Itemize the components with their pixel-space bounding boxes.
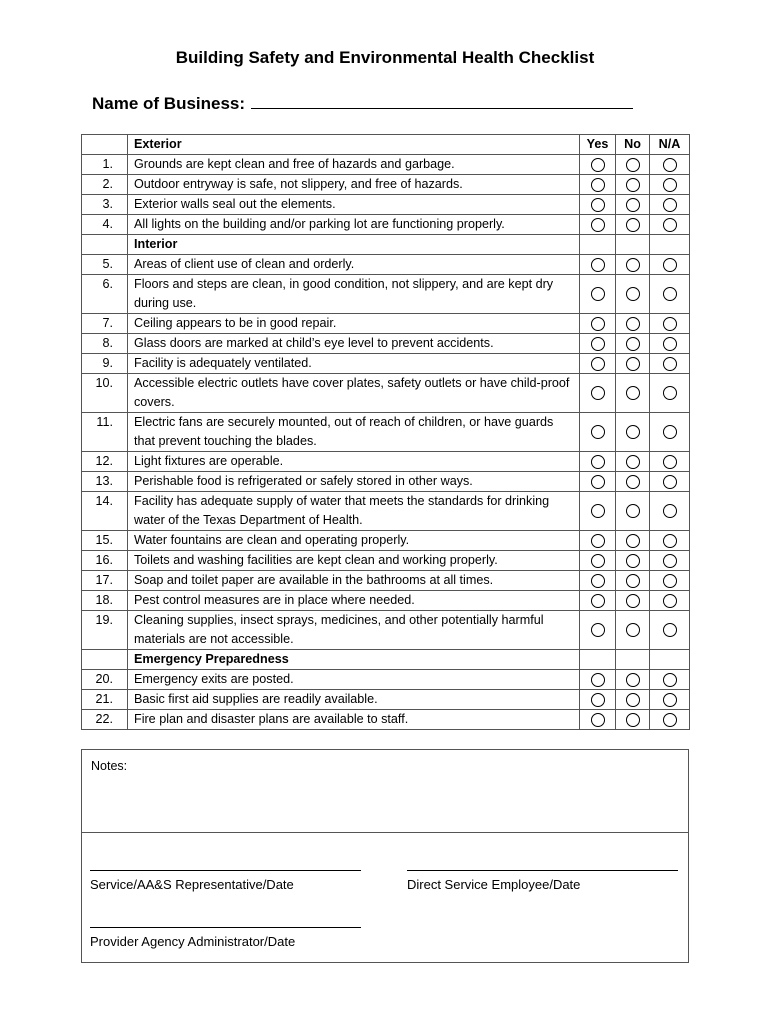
option-cell-no — [616, 354, 650, 374]
option-cell-na — [650, 413, 690, 452]
radio-yes[interactable] — [591, 425, 605, 439]
business-name-field — [92, 91, 633, 114]
signature-label-admin: Provider Agency Administrator/Date — [90, 934, 296, 949]
option-cell-na — [650, 374, 690, 413]
option-cell-yes — [580, 275, 616, 314]
radio-no[interactable] — [626, 158, 640, 172]
radio-yes[interactable] — [591, 594, 605, 608]
option-cell-no — [616, 571, 650, 591]
checklist-row — [82, 452, 690, 472]
item-number: 9. — [82, 354, 128, 374]
option-cell-yes — [580, 175, 616, 195]
option-cell-yes — [580, 492, 616, 531]
checklist-row — [82, 215, 690, 235]
option-cell-na — [650, 334, 690, 354]
radio-no[interactable] — [626, 574, 640, 588]
item-text: Basic first aid supplies are readily available. — [128, 690, 580, 710]
radio-no[interactable] — [626, 554, 640, 568]
notes-divider — [82, 832, 688, 833]
item-number: 17. — [82, 571, 128, 591]
signature-admin — [90, 927, 361, 949]
option-cell-na — [650, 275, 690, 314]
option-cell-na — [650, 255, 690, 275]
radio-na[interactable] — [663, 455, 677, 469]
radio-na[interactable] — [663, 178, 677, 192]
num-cell — [82, 650, 128, 670]
item-number: 19. — [82, 611, 128, 650]
radio-yes[interactable] — [591, 475, 605, 489]
radio-yes[interactable] — [591, 357, 605, 371]
radio-no[interactable] — [626, 178, 640, 192]
radio-na[interactable] — [663, 574, 677, 588]
section-heading: Emergency Preparedness — [128, 650, 580, 670]
radio-yes[interactable] — [591, 198, 605, 212]
section-header-row — [82, 650, 690, 670]
option-cell-na — [650, 531, 690, 551]
option-cell-no — [616, 611, 650, 650]
option-cell-no — [616, 155, 650, 175]
option-cell-no — [616, 175, 650, 195]
signature-label-employee: Direct Service Employee/Date — [407, 877, 581, 892]
item-number: 3. — [82, 195, 128, 215]
checklist-row — [82, 531, 690, 551]
radio-na[interactable] — [663, 534, 677, 548]
radio-no[interactable] — [626, 287, 640, 301]
radio-yes[interactable] — [591, 554, 605, 568]
checklist-row — [82, 195, 690, 215]
notes-label: Notes: — [91, 759, 128, 773]
option-cell-na — [650, 670, 690, 690]
section-header-row — [82, 135, 690, 155]
item-number: 8. — [82, 334, 128, 354]
option-cell-no — [616, 710, 650, 730]
option-cell-no — [616, 314, 650, 334]
radio-no[interactable] — [626, 425, 640, 439]
option-cell-no — [616, 413, 650, 452]
checklist-row — [82, 255, 690, 275]
radio-yes[interactable] — [591, 178, 605, 192]
option-cell-yes — [580, 334, 616, 354]
radio-no[interactable] — [626, 258, 640, 272]
option-cell-no — [616, 374, 650, 413]
radio-yes[interactable] — [591, 158, 605, 172]
radio-na[interactable] — [663, 673, 677, 687]
option-cell-no — [616, 551, 650, 571]
option-cell-yes — [580, 591, 616, 611]
radio-na[interactable] — [663, 158, 677, 172]
radio-na[interactable] — [663, 386, 677, 400]
option-cell-yes — [580, 710, 616, 730]
radio-na[interactable] — [663, 337, 677, 351]
radio-no[interactable] — [626, 386, 640, 400]
option-cell-na — [650, 690, 690, 710]
option-cell-na — [650, 452, 690, 472]
checklist-row — [82, 710, 690, 730]
radio-no[interactable] — [626, 475, 640, 489]
radio-no[interactable] — [626, 504, 640, 518]
item-text: Cleaning supplies, insect sprays, medicines, and other potentially harmful materials are not accessible. — [128, 611, 580, 650]
radio-yes[interactable] — [591, 386, 605, 400]
item-text: Electric fans are securely mounted, out of reach of children, or have guards that prevent touching the blades. — [128, 413, 580, 452]
signature-employee — [407, 870, 678, 892]
item-text: Fire plan and disaster plans are available to staff. — [128, 710, 580, 730]
section-header-row — [82, 235, 690, 255]
item-text: Glass doors are marked at child’s eye level to prevent accidents. — [128, 334, 580, 354]
radio-na[interactable] — [663, 287, 677, 301]
item-text: Pest control measures are in place where needed. — [128, 591, 580, 611]
signature-line-rep[interactable] — [90, 870, 361, 871]
option-cell-na — [650, 611, 690, 650]
item-text: All lights on the building and/or parking lot are functioning properly. — [128, 215, 580, 235]
option-cell-yes — [580, 551, 616, 571]
radio-no[interactable] — [626, 317, 640, 331]
radio-no[interactable] — [626, 673, 640, 687]
option-cell-no — [616, 195, 650, 215]
option-cell-na — [650, 215, 690, 235]
radio-yes[interactable] — [591, 455, 605, 469]
radio-yes[interactable] — [591, 317, 605, 331]
checklist-table — [81, 134, 690, 730]
radio-yes[interactable] — [591, 574, 605, 588]
option-cell-yes — [580, 571, 616, 591]
item-number: 11. — [82, 413, 128, 452]
column-header-no: No — [616, 135, 650, 155]
radio-no[interactable] — [626, 357, 640, 371]
radio-na[interactable] — [663, 258, 677, 272]
option-cell-yes — [580, 314, 616, 334]
item-text: Accessible electric outlets have cover plates, safety outlets or have child-proof covers. — [128, 374, 580, 413]
item-number: 10. — [82, 374, 128, 413]
option-cell-yes — [580, 690, 616, 710]
checklist-row — [82, 314, 690, 334]
checklist-row — [82, 472, 690, 492]
item-number: 21. — [82, 690, 128, 710]
item-number: 4. — [82, 215, 128, 235]
radio-no[interactable] — [626, 594, 640, 608]
checklist-row — [82, 492, 690, 531]
option-cell-na — [650, 155, 690, 175]
option-cell-no — [616, 215, 650, 235]
radio-na[interactable] — [663, 713, 677, 727]
option-cell-yes — [580, 413, 616, 452]
empty-cell — [580, 650, 616, 670]
section-heading: Exterior — [128, 135, 580, 155]
radio-na[interactable] — [663, 198, 677, 212]
option-cell-na — [650, 591, 690, 611]
item-text: Facility has adequate supply of water that meets the standards for drinking water of the Texas Department of Health. — [128, 492, 580, 531]
radio-na[interactable] — [663, 504, 677, 518]
checklist-row — [82, 175, 690, 195]
radio-yes[interactable] — [591, 693, 605, 707]
radio-yes[interactable] — [591, 623, 605, 637]
option-cell-na — [650, 314, 690, 334]
empty-cell — [650, 650, 690, 670]
checklist-row — [82, 374, 690, 413]
empty-cell — [616, 235, 650, 255]
radio-yes[interactable] — [591, 337, 605, 351]
option-cell-yes — [580, 472, 616, 492]
item-number: 5. — [82, 255, 128, 275]
radio-no[interactable] — [626, 218, 640, 232]
radio-no[interactable] — [626, 713, 640, 727]
item-text: Emergency exits are posted. — [128, 670, 580, 690]
radio-yes[interactable] — [591, 534, 605, 548]
item-number: 16. — [82, 551, 128, 571]
option-cell-na — [650, 175, 690, 195]
radio-na[interactable] — [663, 357, 677, 371]
empty-cell — [616, 650, 650, 670]
item-text: Soap and toilet paper are available in the bathrooms at all times. — [128, 571, 580, 591]
radio-na[interactable] — [663, 554, 677, 568]
option-cell-no — [616, 591, 650, 611]
business-name-label: Name of Business: — [92, 94, 246, 113]
signature-line-admin[interactable] — [90, 927, 361, 928]
option-cell-yes — [580, 452, 616, 472]
radio-no[interactable] — [626, 198, 640, 212]
item-number: 7. — [82, 314, 128, 334]
checklist-row — [82, 334, 690, 354]
radio-na[interactable] — [663, 475, 677, 489]
radio-yes[interactable] — [591, 673, 605, 687]
radio-no[interactable] — [626, 623, 640, 637]
option-cell-na — [650, 195, 690, 215]
option-cell-no — [616, 334, 650, 354]
option-cell-no — [616, 472, 650, 492]
radio-yes[interactable] — [591, 218, 605, 232]
option-cell-yes — [580, 215, 616, 235]
option-cell-yes — [580, 611, 616, 650]
radio-no[interactable] — [626, 455, 640, 469]
option-cell-na — [650, 571, 690, 591]
item-number: 2. — [82, 175, 128, 195]
item-text: Facility is adequately ventilated. — [128, 354, 580, 374]
column-header-yes: Yes — [580, 135, 616, 155]
checklist-row — [82, 275, 690, 314]
empty-cell — [650, 235, 690, 255]
section-heading: Interior — [128, 235, 580, 255]
item-text: Perishable food is refrigerated or safely stored in other ways. — [128, 472, 580, 492]
checklist-row — [82, 413, 690, 452]
option-cell-yes — [580, 195, 616, 215]
checklist-row — [82, 354, 690, 374]
checklist-row — [82, 690, 690, 710]
item-number: 13. — [82, 472, 128, 492]
option-cell-no — [616, 492, 650, 531]
option-cell-yes — [580, 255, 616, 275]
item-number: 14. — [82, 492, 128, 531]
radio-na[interactable] — [663, 594, 677, 608]
signature-line-employee[interactable] — [407, 870, 678, 871]
item-number: 18. — [82, 591, 128, 611]
radio-no[interactable] — [626, 693, 640, 707]
signature-label-rep: Service/AA&S Representative/Date — [90, 877, 294, 892]
radio-na[interactable] — [663, 425, 677, 439]
item-number: 20. — [82, 670, 128, 690]
num-cell — [82, 135, 128, 155]
item-text: Areas of client use of clean and orderly. — [128, 255, 580, 275]
option-cell-na — [650, 551, 690, 571]
business-name-input[interactable] — [251, 91, 633, 109]
item-text: Light fixtures are operable. — [128, 452, 580, 472]
radio-na[interactable] — [663, 317, 677, 331]
page-title: Building Safety and Environmental Health Checklist — [175, 48, 595, 67]
option-cell-na — [650, 354, 690, 374]
radio-yes[interactable] — [591, 504, 605, 518]
item-text: Outdoor entryway is safe, not slippery, and free of hazards. — [128, 175, 580, 195]
item-text: Floors and steps are clean, in good condition, not slippery, and are kept dry during use. — [128, 275, 580, 314]
signature-rep — [90, 870, 361, 892]
item-number: 1. — [82, 155, 128, 175]
item-text: Ceiling appears to be in good repair. — [128, 314, 580, 334]
num-cell — [82, 235, 128, 255]
item-text: Grounds are kept clean and free of hazards and garbage. — [128, 155, 580, 175]
radio-yes[interactable] — [591, 258, 605, 272]
option-cell-yes — [580, 354, 616, 374]
option-cell-yes — [580, 374, 616, 413]
empty-cell — [580, 235, 616, 255]
checklist-row — [82, 571, 690, 591]
radio-yes[interactable] — [591, 287, 605, 301]
option-cell-no — [616, 690, 650, 710]
option-cell-no — [616, 670, 650, 690]
checklist-row — [82, 670, 690, 690]
item-number: 22. — [82, 710, 128, 730]
option-cell-no — [616, 275, 650, 314]
radio-na[interactable] — [663, 693, 677, 707]
checklist-row — [82, 591, 690, 611]
radio-na[interactable] — [663, 623, 677, 637]
option-cell-na — [650, 492, 690, 531]
column-header-na: N/A — [650, 135, 690, 155]
radio-no[interactable] — [626, 534, 640, 548]
item-text: Exterior walls seal out the elements. — [128, 195, 580, 215]
option-cell-no — [616, 531, 650, 551]
option-cell-na — [650, 710, 690, 730]
item-number: 12. — [82, 452, 128, 472]
checklist-row — [82, 155, 690, 175]
radio-yes[interactable] — [591, 713, 605, 727]
option-cell-na — [650, 472, 690, 492]
item-text: Water fountains are clean and operating properly. — [128, 531, 580, 551]
checklist-row — [82, 551, 690, 571]
option-cell-yes — [580, 670, 616, 690]
radio-na[interactable] — [663, 218, 677, 232]
item-text: Toilets and washing facilities are kept clean and working properly. — [128, 551, 580, 571]
radio-no[interactable] — [626, 337, 640, 351]
option-cell-yes — [580, 531, 616, 551]
checklist-row — [82, 611, 690, 650]
item-number: 15. — [82, 531, 128, 551]
item-number: 6. — [82, 275, 128, 314]
option-cell-yes — [580, 155, 616, 175]
option-cell-no — [616, 255, 650, 275]
option-cell-no — [616, 452, 650, 472]
